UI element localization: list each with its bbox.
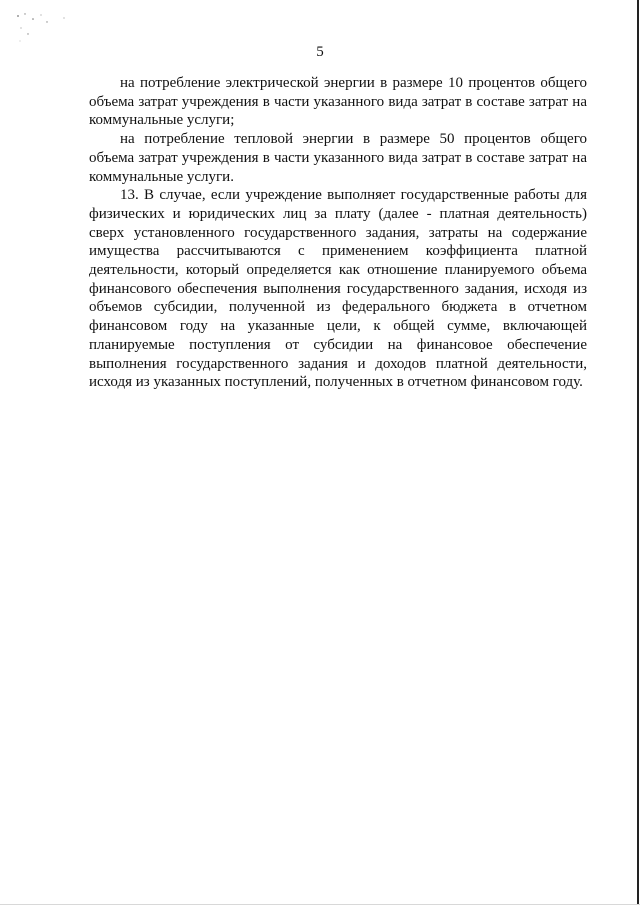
paragraph-electric-energy: на потребление электрической энергии в размере 10 процентов общего объема затрат учреждения в части указанного вида затрат в составе затрат на коммунальные услуги;: [89, 75, 587, 129]
paragraph-thermal-energy: на потребление тепловой энергии в размере 50 процентов общего объема затрат учреждения в части указанного вида затрат в составе затрат на коммунальные услуги.: [89, 131, 587, 185]
document-body: [89, 74, 587, 392]
page-number: 5: [316, 44, 324, 60]
scan-edge-right: [637, 0, 639, 905]
paragraph-13-paid-activity: 13. В случае, если учреждение выполняет государственные работы для физических и юридических лиц за плату (далее - платная деятельность) сверх установленного государственного задания, затраты на содержание имущества рассчитываются с применением коэффициента платной деятельности, который определяется как отношение планируемого объема финансового обеспечения выполнения государственного задания, исходя из объемов субсидии, полученной из федерального бюджета в отчетном финансовом году на указанные цели, к общей сумме, включающей планируемые поступления от субсидии на финансовое обеспечение выполнения государственного задания и доходов платной деятельности, исходя из указанных поступлений, полученных в отчетном финансовом году.: [89, 187, 587, 391]
